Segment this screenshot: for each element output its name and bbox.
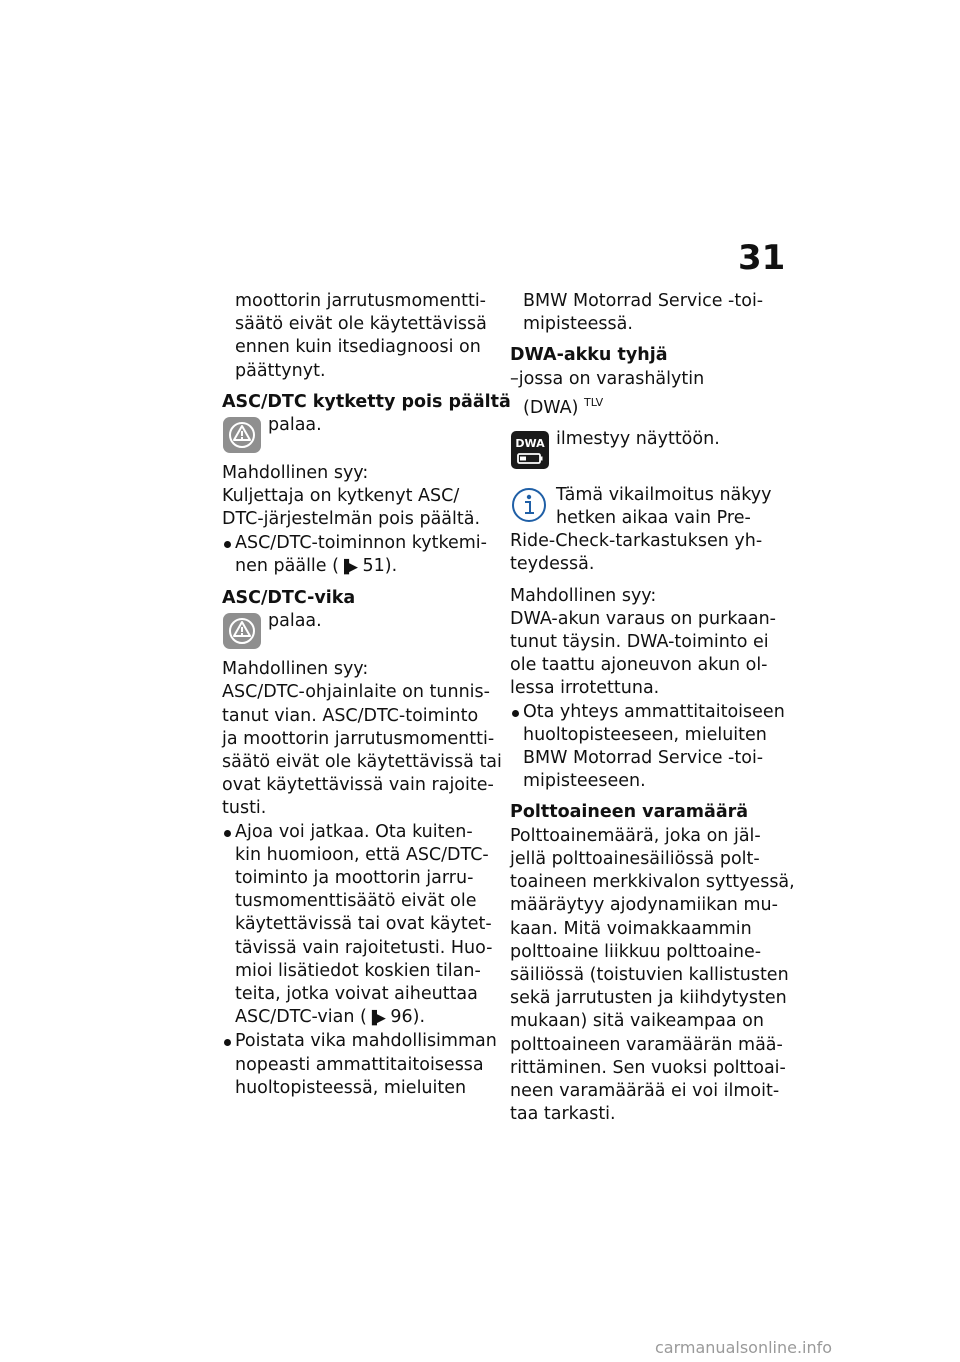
page-reference-arrow-icon: ▐▶	[338, 559, 357, 575]
page-reference-arrow-icon: ▐▶	[366, 1011, 385, 1027]
text-line: polttoaineen varamäärän mää-	[510, 1034, 783, 1055]
text-line: ASC/DTC-toiminnon kytkemi-	[235, 532, 487, 553]
text-line: säätö eivät ole käytettävissä tai	[222, 752, 502, 773]
right-paragraph-3	[510, 825, 795, 1127]
dwa-light-row	[510, 428, 785, 476]
text-line: mipisteessä.	[523, 314, 633, 335]
text-line: BMW Motorrad Service -toi-	[523, 748, 764, 769]
right-column	[510, 290, 795, 1126]
page-reference[interactable]: 51).	[362, 555, 398, 576]
text-line: Ota yhteys ammattitaitoiseen	[523, 701, 785, 722]
heading-dwa-battery: DWA-akku tyhjä	[510, 345, 668, 366]
text-line: jellä polttoainesäiliössä polt-	[510, 848, 760, 869]
right-paragraph-1	[510, 290, 785, 336]
text-line: säiliössä (toistuvien kallistusten	[510, 964, 789, 985]
left-paragraph-1	[222, 290, 492, 383]
heading-fuel-reserve: Polttoaineen varamäärä	[510, 802, 749, 823]
text-line: teydessä.	[510, 554, 595, 575]
dwa-icon-label: DWA	[515, 436, 545, 450]
text-line: määräytyy ajodynamiikan mu-	[510, 895, 778, 916]
text-line: –jossa on varashälytin	[510, 368, 705, 389]
text-line: ASC/DTC-ohjainlaite on tunnis-	[222, 682, 490, 703]
text-line: mukaan) sitä vaikeampaa on	[510, 1011, 764, 1032]
warning-light-row	[222, 414, 492, 458]
text-line: ja moottorin jarrutusmomentti-	[222, 728, 495, 749]
warning-light-status: palaa.	[268, 611, 322, 632]
heading-asc-dtc-off: ASC/DTC kytketty pois päältä	[222, 391, 511, 412]
warning-light-status: palaa.	[268, 415, 322, 436]
text-line: ovat käytettävissä vain rajoite-	[222, 775, 494, 796]
text-line: polttoaine liikkuu polttoaine-	[510, 941, 762, 962]
text-line: päättynyt.	[235, 360, 326, 381]
text-line: Ride-Check-tarkastuksen yh-	[510, 531, 763, 552]
bullet-item	[222, 821, 492, 1031]
traction-warning-icon	[222, 416, 262, 454]
text-line: kaan. Mitä voimakkaammin	[510, 918, 752, 939]
text-line: lessa irrotettuna.	[510, 678, 660, 699]
dwa-condition	[510, 368, 785, 420]
page-number: 31	[738, 238, 786, 278]
text-line: tusti.	[222, 798, 267, 819]
text-line: ASC/DTC-vian (▐▶ 96).	[235, 1007, 426, 1028]
warning-light-row	[222, 610, 492, 654]
text-line: tanut vian. ASC/DTC-toiminto	[222, 705, 479, 726]
text-line: ennen kuin itsediagnoosi on	[235, 337, 481, 358]
bullet-dot	[224, 541, 231, 548]
text-line: nen päälle (▐▶ 51).	[235, 555, 398, 576]
tlv-superscript: TLV	[584, 395, 604, 409]
text-line: Mahdollinen syy:	[222, 463, 369, 484]
text-line: Poistata vika mahdollisimman	[235, 1031, 497, 1052]
text-line: huoltopisteeseen, mieluiten	[523, 724, 767, 745]
text-line: kin huomioon, että ASC/DTC-	[235, 844, 489, 865]
text-line: toaineen merkkivalon syttyessä,	[510, 872, 795, 893]
right-paragraph-2	[510, 585, 785, 701]
text-line: Mahdollinen syy:	[222, 659, 369, 680]
traction-warning-icon	[222, 612, 262, 650]
text-line: Polttoainemäärä, joka on jäl-	[510, 825, 761, 846]
text-line: Ajoa voi jatkaa. Ota kuiten-	[235, 821, 473, 842]
text-line: (DWA) $^{TLV}$	[523, 395, 604, 418]
text-line: käytettävissä tai ovat käytet-	[235, 914, 492, 935]
text-line: ole taattu ajoneuvon akun ol-	[510, 655, 768, 676]
text-line: huoltopisteessä, mieluiten	[235, 1077, 467, 1098]
text-line: sekä jarrutusten ja kiihdytysten	[510, 988, 787, 1009]
text-line: taa tarkasti.	[510, 1104, 616, 1125]
heading-asc-dtc-fault: ASC/DTC-vika	[222, 588, 356, 609]
text-line: rittäminen. Sen vuoksi polttoai-	[510, 1057, 786, 1078]
left-column	[222, 290, 511, 1100]
text-line: BMW Motorrad Service -toi-	[523, 291, 764, 311]
text-line: tusmomenttisäätö eivät ole	[235, 891, 477, 912]
text-line: Tämä vikailmoitus näkyy	[556, 484, 772, 505]
text-line: teita, jotka voivat aiheuttaa	[235, 984, 478, 1005]
bullet-dot	[224, 830, 231, 837]
info-icon	[510, 486, 548, 524]
watermark: carmanualsonline.info	[655, 1338, 833, 1357]
text-line: tävissä vain rajoitetusti. Huo-	[235, 937, 493, 958]
info-note	[510, 484, 785, 577]
text-line: Kuljettaja on kytkenyt ASC/	[222, 486, 460, 507]
text-line: neen varamäärää ei voi ilmoit-	[510, 1080, 780, 1101]
bullet-item	[222, 532, 492, 579]
left-paragraph-2	[222, 462, 492, 532]
bullet-dot	[512, 710, 519, 717]
dwa-battery-icon	[510, 430, 550, 470]
text-line: hetken aikaa vain Pre-	[556, 508, 751, 529]
bullet-item	[222, 1030, 497, 1100]
text-line: DWA-akun varaus on purkaan-	[510, 608, 776, 629]
text-line: toiminto ja moottorin jarru-	[235, 868, 474, 889]
text-line: moottorin jarrutusmomentti-	[235, 291, 486, 311]
text-line: säätö eivät ole käytettävissä	[235, 314, 487, 335]
bullet-item	[510, 701, 785, 794]
text-line: DTC-järjestelmän pois päältä.	[222, 509, 481, 530]
text-line: mipisteeseen.	[523, 771, 646, 792]
text-line: mioi lisätiedot koskien tilan-	[235, 960, 481, 981]
page-reference[interactable]: 96).	[390, 1007, 426, 1028]
text-line: Mahdollinen syy:	[510, 585, 657, 606]
left-paragraph-3	[222, 658, 502, 820]
text-line: tunut täysin. DWA-toiminto ei	[510, 632, 769, 653]
dwa-light-status: ilmestyy näyttöön.	[556, 428, 720, 449]
text-line: nopeasti ammattitaitoisessa	[235, 1054, 484, 1075]
